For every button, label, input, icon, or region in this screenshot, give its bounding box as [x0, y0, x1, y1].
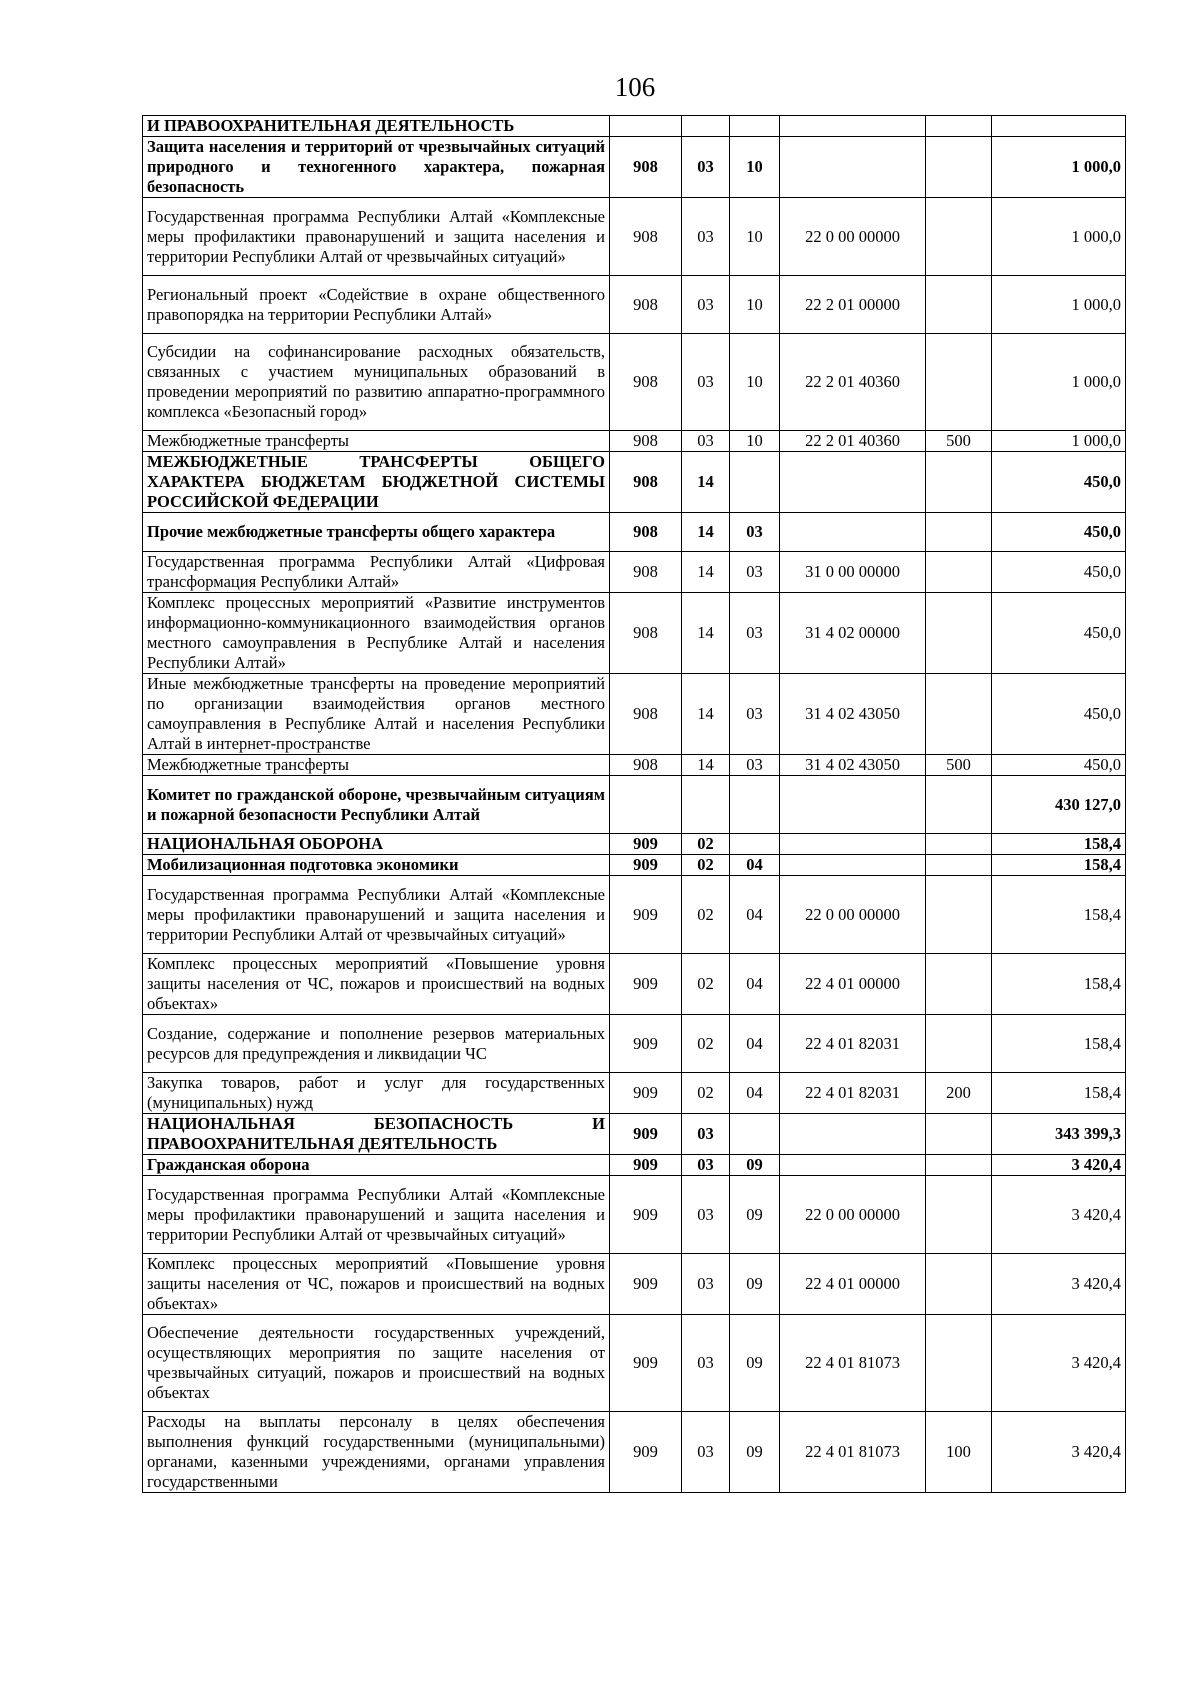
row-name: Государственная программа Республики Алтай «Комплексные меры профилактики правонарушений и защита населения и территории Республики Алтай от чрезвычайных ситуаций» [143, 876, 610, 954]
row-amount: 1 000,0 [992, 334, 1126, 431]
row-amount: 450,0 [992, 593, 1126, 674]
table-row [143, 876, 1126, 954]
page-number: 106 [614, 72, 656, 102]
row-target-item-code [780, 513, 926, 552]
row-name: Межбюджетные трансферты [143, 755, 610, 776]
row-section-code: 14 [682, 452, 730, 513]
row-target-item-code: 31 0 00 00000 [780, 552, 926, 593]
row-expense-type-code [926, 1315, 992, 1412]
row-section-code: 02 [682, 1073, 730, 1114]
row-expense-type-code [926, 593, 992, 674]
row-target-item-code: 22 0 00 00000 [780, 198, 926, 276]
row-subsection-code: 04 [730, 876, 780, 954]
row-subsection-code: 03 [730, 513, 780, 552]
row-subsection-code: 03 [730, 674, 780, 755]
row-target-item-code: 22 4 01 82031 [780, 1073, 926, 1114]
table-row [143, 552, 1126, 593]
table-row [143, 1015, 1126, 1073]
row-amount: 430 127,0 [992, 776, 1126, 834]
row-amount: 1 000,0 [992, 276, 1126, 334]
table-row [143, 276, 1126, 334]
row-amount: 1 000,0 [992, 431, 1126, 452]
budget-table-body [143, 116, 1126, 1493]
row-subsection-code [730, 116, 780, 137]
row-name: Расходы на выплаты персоналу в целях обеспечения выполнения функций государственными (муниципальными) органами, казенными учреждениями, органами управления государственными [143, 1412, 610, 1493]
table-row [143, 452, 1126, 513]
row-ved-code: 908 [610, 674, 682, 755]
row-expense-type-code [926, 876, 992, 954]
row-subsection-code: 04 [730, 1015, 780, 1073]
row-name: Защита населения и территорий от чрезвычайных ситуаций природного и техногенного характера, пожарная безопасность [143, 137, 610, 198]
row-ved-code [610, 776, 682, 834]
row-subsection-code: 04 [730, 954, 780, 1015]
row-expense-type-code [926, 334, 992, 431]
row-name: Комитет по гражданской обороне, чрезвычайным ситуациям и пожарной безопасности Республики Алтай [143, 776, 610, 834]
row-section-code: 03 [682, 1155, 730, 1176]
budget-table [142, 115, 1126, 1493]
row-target-item-code [780, 855, 926, 876]
row-name: Закупка товаров, работ и услуг для государственных (муниципальных) нужд [143, 1073, 610, 1114]
row-name: Обеспечение деятельности государственных учреждений, осуществляющих мероприятия по защите населения от чрезвычайных ситуаций, пожаров и происшествий на водных объектах [143, 1315, 610, 1412]
table-row [143, 755, 1126, 776]
row-name: МЕЖБЮДЖЕТНЫЕ ТРАНСФЕРТЫ ОБЩЕГО ХАРАКТЕРА БЮДЖЕТАМ БЮДЖЕТНОЙ СИСТЕМЫ РОССИЙСКОЙ ФЕДЕРАЦИИ [143, 452, 610, 513]
table-row [143, 513, 1126, 552]
row-target-item-code: 22 2 01 00000 [780, 276, 926, 334]
row-amount: 158,4 [992, 954, 1126, 1015]
table-row [143, 1254, 1126, 1315]
row-subsection-code: 10 [730, 198, 780, 276]
row-target-item-code [780, 452, 926, 513]
row-target-item-code: 31 4 02 43050 [780, 674, 926, 755]
row-amount: 3 420,4 [992, 1315, 1126, 1412]
table-row [143, 137, 1126, 198]
row-name: Субсидии на софинансирование расходных обязательств, связанных с участием муниципальных образований в проведении мероприятий по развитию аппаратно-программного комплекса «Безопасный город» [143, 334, 610, 431]
row-amount: 3 420,4 [992, 1155, 1126, 1176]
row-target-item-code [780, 1114, 926, 1155]
row-section-code: 14 [682, 593, 730, 674]
row-name: Мобилизационная подготовка экономики [143, 855, 610, 876]
row-section-code: 03 [682, 198, 730, 276]
row-subsection-code: 09 [730, 1254, 780, 1315]
row-section-code: 14 [682, 674, 730, 755]
row-name: Иные межбюджетные трансферты на проведение мероприятий по организации взаимодействия органов местного самоуправления в Республике Алтай и населения Республики Алтай в интернет-пространстве [143, 674, 610, 755]
row-subsection-code: 10 [730, 276, 780, 334]
row-expense-type-code [926, 674, 992, 755]
row-amount: 450,0 [992, 513, 1126, 552]
row-amount: 158,4 [992, 1073, 1126, 1114]
table-row [143, 1155, 1126, 1176]
row-section-code: 14 [682, 755, 730, 776]
row-expense-type-code [926, 452, 992, 513]
row-section-code: 02 [682, 855, 730, 876]
table-row [143, 1315, 1126, 1412]
row-section-code: 03 [682, 1176, 730, 1254]
row-section-code: 03 [682, 1114, 730, 1155]
table-row [143, 431, 1126, 452]
row-amount: 158,4 [992, 876, 1126, 954]
row-subsection-code: 09 [730, 1412, 780, 1493]
row-expense-type-code [926, 834, 992, 855]
row-expense-type-code [926, 513, 992, 552]
row-expense-type-code: 200 [926, 1073, 992, 1114]
row-amount: 3 420,4 [992, 1176, 1126, 1254]
row-section-code: 02 [682, 834, 730, 855]
row-ved-code: 908 [610, 755, 682, 776]
row-amount [992, 116, 1126, 137]
table-row [143, 1176, 1126, 1254]
row-subsection-code: 10 [730, 431, 780, 452]
row-ved-code: 908 [610, 593, 682, 674]
row-subsection-code [730, 1114, 780, 1155]
row-ved-code: 909 [610, 1114, 682, 1155]
row-amount: 3 420,4 [992, 1254, 1126, 1315]
row-amount: 1 000,0 [992, 137, 1126, 198]
row-subsection-code: 09 [730, 1176, 780, 1254]
row-name: Региональный проект «Содействие в охране общественного правопорядка на территории Республики Алтай» [143, 276, 610, 334]
row-expense-type-code [926, 954, 992, 1015]
row-ved-code: 909 [610, 855, 682, 876]
row-expense-type-code [926, 855, 992, 876]
row-name: Комплекс процессных мероприятий «Развитие инструментов информационно-коммуникационного взаимодействия органов местного самоуправления в Республике Алтай и населения Республики Алтай» [143, 593, 610, 674]
row-section-code: 03 [682, 137, 730, 198]
row-ved-code: 908 [610, 552, 682, 593]
row-name: Комплекс процессных мероприятий «Повышение уровня защиты населения от ЧС, пожаров и происшествий на водных объектах» [143, 954, 610, 1015]
row-name: Прочие межбюджетные трансферты общего характера [143, 513, 610, 552]
row-subsection-code: 03 [730, 755, 780, 776]
row-expense-type-code [926, 137, 992, 198]
row-ved-code: 909 [610, 834, 682, 855]
row-amount: 450,0 [992, 552, 1126, 593]
row-target-item-code: 22 4 01 82031 [780, 1015, 926, 1073]
row-subsection-code: 04 [730, 1073, 780, 1114]
row-ved-code: 908 [610, 452, 682, 513]
row-ved-code: 908 [610, 276, 682, 334]
row-target-item-code: 22 4 01 00000 [780, 954, 926, 1015]
row-target-item-code [780, 1155, 926, 1176]
table-row [143, 954, 1126, 1015]
row-name: И ПРАВООХРАНИТЕЛЬНАЯ ДЕЯТЕЛЬНОСТЬ [143, 116, 610, 137]
row-amount: 158,4 [992, 1015, 1126, 1073]
row-ved-code: 908 [610, 431, 682, 452]
row-section-code: 02 [682, 1015, 730, 1073]
row-target-item-code: 22 0 00 00000 [780, 1176, 926, 1254]
row-ved-code: 909 [610, 1073, 682, 1114]
row-section-code: 02 [682, 876, 730, 954]
row-section-code [682, 116, 730, 137]
row-section-code: 14 [682, 552, 730, 593]
row-section-code: 03 [682, 276, 730, 334]
row-expense-type-code: 100 [926, 1412, 992, 1493]
row-subsection-code: 09 [730, 1155, 780, 1176]
row-ved-code: 909 [610, 1254, 682, 1315]
row-target-item-code: 22 4 01 00000 [780, 1254, 926, 1315]
row-ved-code: 909 [610, 1155, 682, 1176]
row-ved-code: 909 [610, 1315, 682, 1412]
row-amount: 450,0 [992, 755, 1126, 776]
row-expense-type-code [926, 776, 992, 834]
row-ved-code: 908 [610, 513, 682, 552]
row-expense-type-code: 500 [926, 431, 992, 452]
row-name: Межбюджетные трансферты [143, 431, 610, 452]
row-expense-type-code [926, 1015, 992, 1073]
row-target-item-code: 22 2 01 40360 [780, 431, 926, 452]
row-section-code [682, 776, 730, 834]
table-row [143, 334, 1126, 431]
row-expense-type-code [926, 1114, 992, 1155]
row-ved-code: 909 [610, 876, 682, 954]
row-expense-type-code [926, 1176, 992, 1254]
row-amount: 343 399,3 [992, 1114, 1126, 1155]
row-amount: 1 000,0 [992, 198, 1126, 276]
row-section-code: 03 [682, 1412, 730, 1493]
table-row [143, 1412, 1126, 1493]
row-expense-type-code: 500 [926, 755, 992, 776]
row-ved-code: 909 [610, 1015, 682, 1073]
row-section-code: 03 [682, 1315, 730, 1412]
table-row [143, 834, 1126, 855]
row-target-item-code: 22 4 01 81073 [780, 1412, 926, 1493]
row-expense-type-code [926, 276, 992, 334]
row-name: Государственная программа Республики Алтай «Комплексные меры профилактики правонарушений и защита населения и территории Республики Алтай от чрезвычайных ситуаций» [143, 198, 610, 276]
table-row [143, 1073, 1126, 1114]
table-row [143, 593, 1126, 674]
row-name: НАЦИОНАЛЬНАЯ БЕЗОПАСНОСТЬ И ПРАВООХРАНИТЕЛЬНАЯ ДЕЯТЕЛЬНОСТЬ [143, 1114, 610, 1155]
row-section-code: 03 [682, 334, 730, 431]
row-subsection-code: 04 [730, 855, 780, 876]
row-ved-code: 909 [610, 954, 682, 1015]
row-target-item-code [780, 776, 926, 834]
table-row [143, 1114, 1126, 1155]
table-row [143, 776, 1126, 834]
row-target-item-code: 31 4 02 00000 [780, 593, 926, 674]
row-name: Государственная программа Республики Алтай «Комплексные меры профилактики правонарушений и защита населения и территории Республики Алтай от чрезвычайных ситуаций» [143, 1176, 610, 1254]
row-expense-type-code [926, 116, 992, 137]
row-target-item-code [780, 834, 926, 855]
table-row [143, 116, 1126, 137]
row-amount: 158,4 [992, 834, 1126, 855]
row-target-item-code: 31 4 02 43050 [780, 755, 926, 776]
row-ved-code [610, 116, 682, 137]
row-subsection-code: 10 [730, 334, 780, 431]
row-amount: 158,4 [992, 855, 1126, 876]
row-ved-code: 908 [610, 334, 682, 431]
row-name: Государственная программа Республики Алтай «Цифровая трансформация Республики Алтай» [143, 552, 610, 593]
row-section-code: 03 [682, 431, 730, 452]
row-expense-type-code [926, 552, 992, 593]
row-ved-code: 909 [610, 1412, 682, 1493]
row-ved-code: 909 [610, 1176, 682, 1254]
row-target-item-code: 22 4 01 81073 [780, 1315, 926, 1412]
row-expense-type-code [926, 1254, 992, 1315]
row-expense-type-code [926, 1155, 992, 1176]
row-amount: 450,0 [992, 674, 1126, 755]
row-ved-code: 908 [610, 137, 682, 198]
row-section-code: 14 [682, 513, 730, 552]
row-subsection-code: 03 [730, 593, 780, 674]
row-ved-code: 908 [610, 198, 682, 276]
row-name: Создание, содержание и пополнение резервов материальных ресурсов для предупреждения и ликвидации ЧС [143, 1015, 610, 1073]
row-subsection-code [730, 776, 780, 834]
row-amount: 3 420,4 [992, 1412, 1126, 1493]
row-expense-type-code [926, 198, 992, 276]
table-row [143, 198, 1126, 276]
row-name: Комплекс процессных мероприятий «Повышение уровня защиты населения от ЧС, пожаров и происшествий на водных объектах» [143, 1254, 610, 1315]
row-section-code: 02 [682, 954, 730, 1015]
row-subsection-code [730, 834, 780, 855]
row-name: НАЦИОНАЛЬНАЯ ОБОРОНА [143, 834, 610, 855]
table-row [143, 674, 1126, 755]
row-amount: 450,0 [992, 452, 1126, 513]
row-section-code: 03 [682, 1254, 730, 1315]
row-target-item-code: 22 0 00 00000 [780, 876, 926, 954]
row-target-item-code [780, 137, 926, 198]
row-subsection-code [730, 452, 780, 513]
row-subsection-code: 03 [730, 552, 780, 593]
row-target-item-code [780, 116, 926, 137]
row-subsection-code: 10 [730, 137, 780, 198]
row-subsection-code: 09 [730, 1315, 780, 1412]
table-row [143, 855, 1126, 876]
row-target-item-code: 22 2 01 40360 [780, 334, 926, 431]
row-name: Гражданская оборона [143, 1155, 610, 1176]
